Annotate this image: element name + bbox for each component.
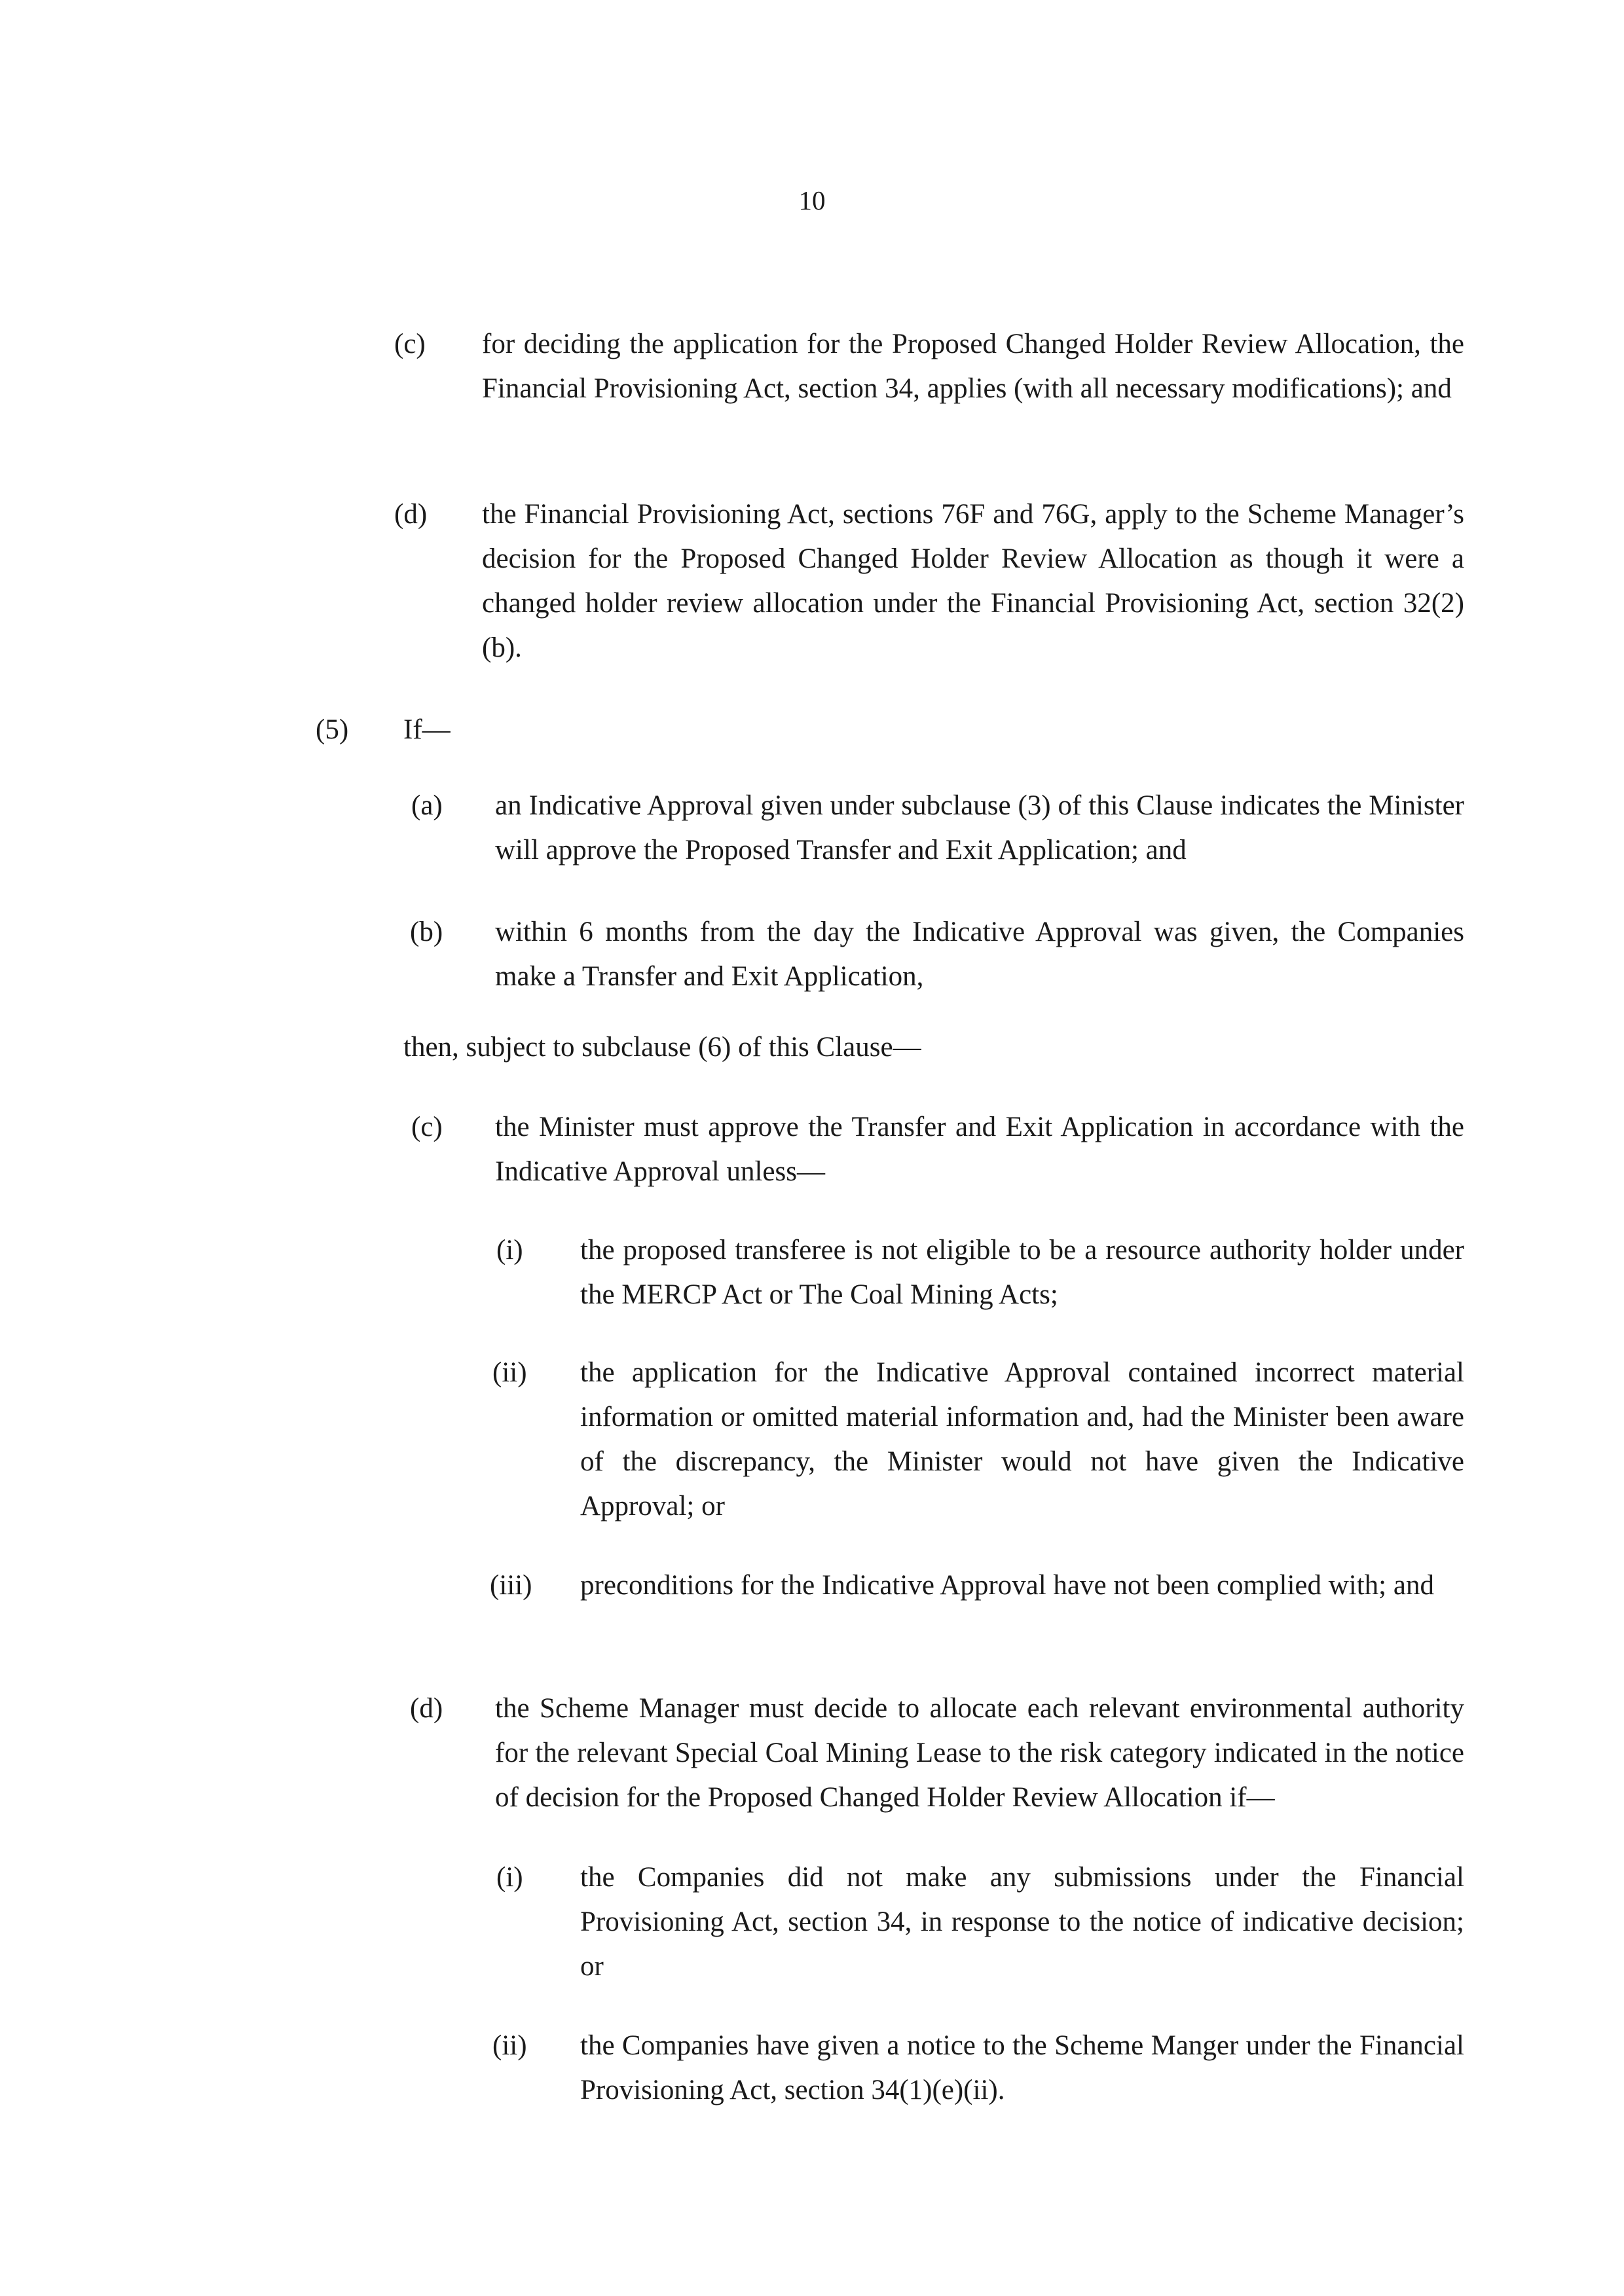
item-label: (b) <box>410 917 443 947</box>
item-text: the Companies did not make any submissions under the Financial Provisioning Act, section 34, in response to the notice of indicative decision; or <box>580 1862 1464 1982</box>
item-label: (i) <box>496 1862 523 1893</box>
item-label: (a) <box>411 790 443 821</box>
item-label: (d) <box>410 1693 443 1724</box>
item-text: the Companies have given a notice to the Scheme Manger under the Financial Provisioning Act, section 34(1)(e)(ii). <box>580 2030 1464 2105</box>
item-label: (5) <box>316 714 349 745</box>
item-text: an Indicative Approval given under subclause (3) of this Clause indicates the Minister will approve the Proposed Transfer and Exit Application; and <box>495 790 1464 866</box>
item-text: the Financial Provisioning Act, sections 76F and 76G, apply to the Scheme Manager’s decision for the Proposed Changed Holder Review Allocation as though it were a changed holder review allocation under the Financial Provisioning Act, section 32(2)(b). <box>482 499 1464 663</box>
item-label: (iii) <box>490 1570 532 1601</box>
then-clause: then, subject to subclause (6) of this Clause— <box>403 1032 921 1063</box>
item-text: for deciding the application for the Proposed Changed Holder Review Allocation, the Financial Provisioning Act, section 34, applies (with all necessary modifications); and <box>482 329 1464 404</box>
item-text: the Scheme Manager must decide to allocate each relevant environmental authority for the relevant Special Coal Mining Lease to the risk category indicated in the notice of decision for the Proposed Changed Holder Review Allocation if— <box>495 1693 1464 1813</box>
item-label: (d) <box>394 499 428 530</box>
item-label: (ii) <box>492 2030 527 2061</box>
page-number: 10 <box>798 185 826 215</box>
item-text: preconditions for the Indicative Approval have not been complied with; and <box>580 1570 1434 1601</box>
item-text: within 6 months from the day the Indicative Approval was given, the Companies make a Transfer and Exit Application, <box>495 917 1464 992</box>
item-label: (ii) <box>492 1357 527 1388</box>
item-label: (i) <box>496 1235 523 1266</box>
item-label: (c) <box>394 329 426 359</box>
item-text: the application for the Indicative Approval contained incorrect material information or omitted material information and, had the Minister been aware of the discrepancy, the Minister would not have given the Indicative Approval; or <box>580 1357 1464 1522</box>
item-text: If— <box>403 714 451 745</box>
item-text: the proposed transferee is not eligible to be a resource authority holder under the MERCP Act or The Coal Mining Acts; <box>580 1235 1464 1310</box>
item-label: (c) <box>411 1112 443 1142</box>
item-text: the Minister must approve the Transfer and Exit Application in accordance with the Indicative Approval unless— <box>495 1112 1464 1187</box>
